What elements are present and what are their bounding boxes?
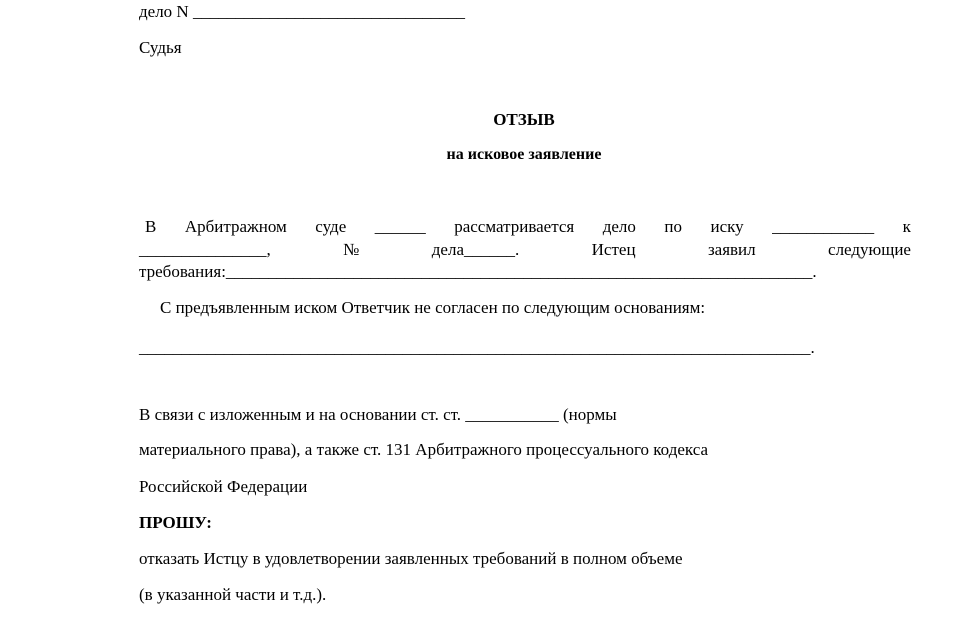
request-line-1: отказать Истцу в удовлетворении заявленных требований в полном объеме <box>139 549 683 568</box>
word: _______________, <box>139 240 271 259</box>
word: дело <box>602 217 636 236</box>
word: Арбитражном <box>184 217 287 236</box>
paragraph-1-line-2 <box>139 240 911 260</box>
judge-label: Судья <box>139 38 182 57</box>
paragraph-3-line-1: В связи с изложенным и на основании ст. ст. ___________ (нормы <box>139 405 617 424</box>
word: иску <box>710 217 744 236</box>
word: к <box>902 217 911 236</box>
paragraph-1-line-1 <box>145 217 911 237</box>
word: заявил <box>707 240 756 259</box>
word: суде <box>315 217 347 236</box>
word: № <box>343 240 360 259</box>
request-line-2: (в указанной части и т.д.). <box>139 585 327 604</box>
paragraph-3-line-3: Российской Федерации <box>139 477 308 496</box>
word: В <box>145 217 157 236</box>
word: ______ <box>374 217 426 236</box>
word: рассматривается <box>454 217 575 236</box>
paragraph-2-line-2: _______________________________________________________________________________. <box>139 338 815 357</box>
word: по <box>664 217 682 236</box>
word: ____________ <box>772 217 875 236</box>
document-subtitle: на исковое заявление <box>446 146 602 163</box>
paragraph-2-line-1: С предъявленным иском Ответчик не согласен по следующим основаниям: <box>160 298 706 317</box>
word: дела______. <box>431 240 520 259</box>
paragraph-1-line-3: требования:_____________________________________________________________________. <box>139 262 817 281</box>
request-colon: : <box>206 513 212 532</box>
request-heading <box>139 513 212 533</box>
paragraph-3-line-2: материального права), а также ст. 131 Арбитражного процессуального кодекса <box>139 440 709 459</box>
case-number-line: дело N ________________________________ <box>139 2 465 21</box>
request-label: ПРОШУ <box>139 513 207 532</box>
word: Истец <box>591 240 636 259</box>
word: следующие <box>828 240 911 259</box>
document-title: ОТЗЫВ <box>493 110 555 129</box>
